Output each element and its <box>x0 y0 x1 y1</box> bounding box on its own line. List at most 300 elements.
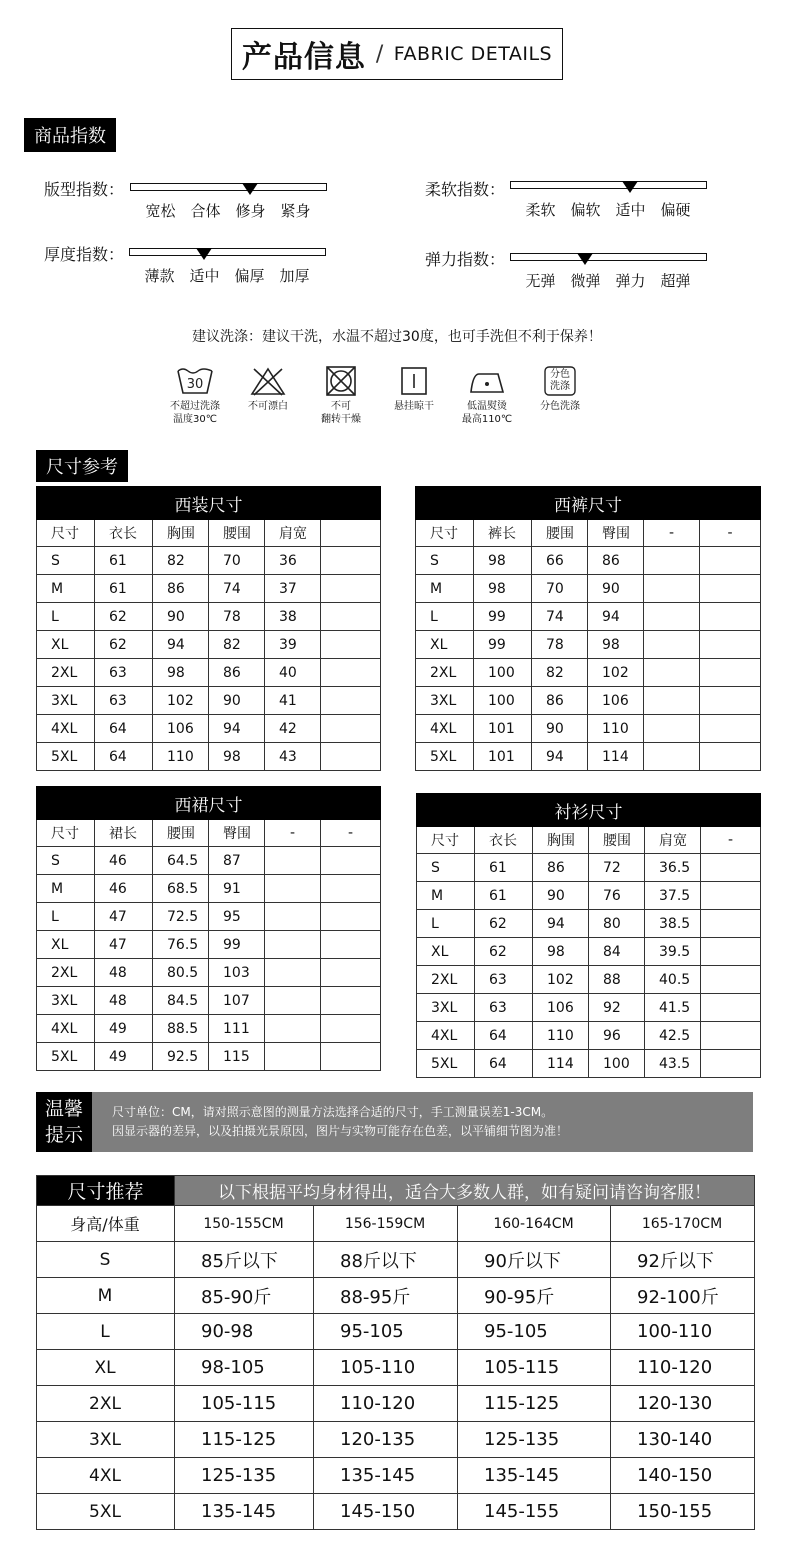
size-table-cell: 98 <box>474 547 532 575</box>
size-table-cell: 64.5 <box>153 847 209 875</box>
size-table-cell: 2XL <box>37 959 95 987</box>
size-table-cell: 49 <box>95 1043 153 1071</box>
size-table-cell: M <box>37 875 95 903</box>
size-table-cell: 41.5 <box>645 994 701 1022</box>
size-table-header-cell: 尺寸 <box>417 827 475 854</box>
size-table-header-cell: 尺寸 <box>416 520 474 547</box>
size-table-row <box>37 603 381 631</box>
size-table-cell: 100 <box>474 659 532 687</box>
index-option: 偏软 <box>570 201 601 219</box>
size-table-cell: 42 <box>265 715 321 743</box>
index-scale-bar <box>510 253 707 261</box>
size-table-row <box>37 1043 381 1071</box>
size-table-row <box>417 854 761 882</box>
recommend-row <box>37 1314 755 1350</box>
size-table-cell: 86 <box>209 659 265 687</box>
recommend-cell: 90-98 <box>175 1314 314 1350</box>
recommend-cell: 145-150 <box>314 1494 458 1530</box>
care-label: 悬挂晾干 <box>394 401 434 412</box>
size-table-cell <box>700 603 761 631</box>
size-table-cell: 61 <box>95 547 153 575</box>
care-label: 温度30℃ <box>173 414 217 425</box>
size-table-cell: 110 <box>588 715 644 743</box>
size-table-cell: 63 <box>475 994 533 1022</box>
recommend-cell: 5XL <box>37 1494 175 1530</box>
size-table-cell: 95 <box>209 903 265 931</box>
size-table-cell <box>265 903 321 931</box>
size-table-cell: 3XL <box>417 994 475 1022</box>
trousers-size-table <box>415 486 761 771</box>
size-table-cell: 98 <box>153 659 209 687</box>
index-option: 薄款 <box>144 267 175 285</box>
care-label: 低温熨烫 <box>467 401 507 412</box>
index-options <box>137 265 317 286</box>
size-table-cell: 90 <box>533 882 589 910</box>
size-table-cell: 48 <box>95 959 153 987</box>
size-table-cell: 80.5 <box>153 959 209 987</box>
size-table-header-cell: - <box>265 820 321 847</box>
recommend-cell: 140-150 <box>611 1458 755 1494</box>
size-table-cell: 102 <box>588 659 644 687</box>
size-table-cell: 106 <box>533 994 589 1022</box>
index-section-tag: 商品指数 <box>24 118 116 152</box>
recommend-header-row <box>37 1206 755 1242</box>
size-table-cell: 103 <box>209 959 265 987</box>
index-option: 宽松 <box>145 202 176 220</box>
size-table-cell: 102 <box>533 966 589 994</box>
index-option: 偏厚 <box>234 267 265 285</box>
size-table-cell <box>701 882 761 910</box>
index-option: 合体 <box>190 202 221 220</box>
size-table-cell <box>321 743 381 771</box>
recommend-cell: 100-110 <box>611 1314 755 1350</box>
size-table-cell: 106 <box>153 715 209 743</box>
size-table-cell: 76 <box>589 882 645 910</box>
index-marker-icon <box>196 248 212 260</box>
size-table-cell: 114 <box>588 743 644 771</box>
size-table-cell: 94 <box>209 715 265 743</box>
skirt-size-table <box>36 786 381 1071</box>
index-marker-icon <box>622 181 638 193</box>
size-table-cell <box>321 687 381 715</box>
size-table-cell <box>265 1015 321 1043</box>
recommend-cell: 92-100斤 <box>611 1278 755 1314</box>
recommend-cell: 85斤以下 <box>175 1242 314 1278</box>
size-table-cell: 92.5 <box>153 1043 209 1071</box>
size-table-cell: 61 <box>475 854 533 882</box>
size-table-cell: 82 <box>153 547 209 575</box>
recommend-row <box>37 1458 755 1494</box>
recommend-row <box>37 1422 755 1458</box>
size-ref-tag: 尺寸参考 <box>36 450 128 482</box>
size-table-cell <box>701 938 761 966</box>
index-label: 厚度指数： <box>44 245 125 264</box>
size-table-cell: 2XL <box>37 659 95 687</box>
size-table-cell <box>265 987 321 1015</box>
size-table-header-cell: 腰围 <box>589 827 645 854</box>
size-table-cell: 98 <box>209 743 265 771</box>
separate-wash-icon <box>540 366 580 396</box>
size-table-cell: 39 <box>265 631 321 659</box>
size-table-cell: S <box>37 547 95 575</box>
size-table-cell: 94 <box>533 910 589 938</box>
tip-banner <box>36 1092 753 1152</box>
size-table-cell <box>321 575 381 603</box>
size-table-cell <box>701 910 761 938</box>
size-table-caption-row <box>417 794 761 827</box>
size-table-cell: 78 <box>532 631 588 659</box>
size-table-cell: 5XL <box>417 1050 475 1078</box>
care-item <box>379 366 449 426</box>
size-table-cell: 88 <box>589 966 645 994</box>
size-table-cell: 66 <box>532 547 588 575</box>
size-table-row <box>416 715 761 743</box>
size-table-cell: 111 <box>209 1015 265 1043</box>
washing-note: 建议洗涤：建议干洗，水温不超过30度，也可手洗但不利于保养！ <box>192 329 602 345</box>
size-table-cell: 42.5 <box>645 1022 701 1050</box>
size-table-header-cell: - <box>644 520 700 547</box>
size-table-cell: 4XL <box>416 715 474 743</box>
recommend-cell: 2XL <box>37 1386 175 1422</box>
title-separator: / <box>375 41 384 67</box>
size-table-cell: 43.5 <box>645 1050 701 1078</box>
size-table-row <box>417 1050 761 1078</box>
size-table-cell <box>321 987 381 1015</box>
recommend-cell: 90斤以下 <box>458 1242 611 1278</box>
recommend-cell: XL <box>37 1350 175 1386</box>
size-table-cell: 86 <box>533 854 589 882</box>
recommend-cell: 110-120 <box>611 1350 755 1386</box>
size-table-cell: 3XL <box>37 987 95 1015</box>
size-table-cell: 99 <box>474 603 532 631</box>
size-table-cell: 62 <box>475 938 533 966</box>
size-table-cell: 99 <box>474 631 532 659</box>
index-scale-bar <box>510 181 707 189</box>
size-table-row <box>37 959 381 987</box>
care-symbol-line: 分色 <box>550 369 570 380</box>
care-label: 不超过洗涤 <box>170 401 220 412</box>
size-table-cell: XL <box>416 631 474 659</box>
size-table-cell: 76.5 <box>153 931 209 959</box>
size-table-cell <box>644 575 700 603</box>
size-table-cell: 84.5 <box>153 987 209 1015</box>
recommend-cell: 135-145 <box>175 1494 314 1530</box>
recommend-row <box>37 1242 755 1278</box>
size-recommend-table <box>36 1175 755 1530</box>
care-label: 不可漂白 <box>248 401 288 412</box>
size-table-cell: 82 <box>209 631 265 659</box>
size-table-cell: 2XL <box>417 966 475 994</box>
tip-line-1: 尺寸单位：CM，请对照示意图的测量方法选择合适的尺寸，手工测量误差1-3CM。 <box>112 1105 554 1119</box>
index-option: 加厚 <box>279 267 310 285</box>
size-table-row <box>417 994 761 1022</box>
index-option: 适中 <box>189 267 220 285</box>
size-table-cell: 87 <box>209 847 265 875</box>
size-table-row <box>416 603 761 631</box>
size-table-header-cell: 裙长 <box>95 820 153 847</box>
size-table-cell: L <box>416 603 474 631</box>
size-table-cell: 63 <box>95 687 153 715</box>
no-bleach-icon <box>248 366 288 396</box>
size-table-cell: 2XL <box>416 659 474 687</box>
size-table-cell: XL <box>37 931 95 959</box>
recommend-cell: 3XL <box>37 1422 175 1458</box>
recommend-cell: 105-110 <box>314 1350 458 1386</box>
size-table-cell: 4XL <box>37 1015 95 1043</box>
size-table-cell: 88.5 <box>153 1015 209 1043</box>
recommend-cell: L <box>37 1314 175 1350</box>
index-option: 微弹 <box>570 272 601 290</box>
size-table-cell <box>321 1015 381 1043</box>
size-table-row <box>416 743 761 771</box>
size-table-cell: 64 <box>475 1022 533 1050</box>
size-table-cell <box>644 631 700 659</box>
page-subtitle: FABRIC DETAILS <box>393 43 553 65</box>
size-table-cell: 90 <box>588 575 644 603</box>
size-table-cell: 74 <box>532 603 588 631</box>
suit-size-table <box>36 486 381 771</box>
wash-30-icon <box>175 366 215 396</box>
size-table-cell: 96 <box>589 1022 645 1050</box>
size-table-cell <box>700 631 761 659</box>
care-label: 不可 <box>331 401 351 412</box>
page-title-box <box>231 28 563 80</box>
size-table-header-cell: 肩宽 <box>265 520 321 547</box>
care-item <box>160 366 230 426</box>
size-table-cell: 115 <box>209 1043 265 1071</box>
size-table-cell: 5XL <box>416 743 474 771</box>
recommend-header-cell: 165-170CM <box>611 1206 755 1242</box>
recommend-title-row <box>37 1176 755 1206</box>
size-table-row <box>416 687 761 715</box>
size-table-row <box>417 1022 761 1050</box>
size-table-header-cell: 臀围 <box>588 520 644 547</box>
size-table-caption: 衬衫尺寸 <box>417 794 761 827</box>
care-icons <box>160 366 595 426</box>
size-table-cell: M <box>37 575 95 603</box>
size-table-row <box>416 631 761 659</box>
size-table-cell: 90 <box>532 715 588 743</box>
size-table-cell: 38 <box>265 603 321 631</box>
index-marker-icon <box>242 183 258 195</box>
size-table-cell: 110 <box>533 1022 589 1050</box>
size-table-cell: 64 <box>475 1050 533 1078</box>
recommend-header-cell: 160-164CM <box>458 1206 611 1242</box>
index-option: 紧身 <box>280 202 311 220</box>
size-table-header-cell: 衣长 <box>95 520 153 547</box>
index-scale-bar <box>129 248 326 256</box>
size-table-cell: 38.5 <box>645 910 701 938</box>
recommend-cell: 115-125 <box>458 1386 611 1422</box>
size-table-row <box>37 687 381 715</box>
index-option: 超弹 <box>660 272 691 290</box>
index-options <box>518 199 698 220</box>
size-table-caption: 西裤尺寸 <box>416 487 761 520</box>
size-table-cell: 74 <box>209 575 265 603</box>
recommend-note: 以下根据平均身材得出，适合大多数人群，如有疑问请咨询客服！ <box>175 1176 755 1206</box>
size-table-caption-row <box>37 487 381 520</box>
size-table-cell <box>700 687 761 715</box>
size-table-cell <box>265 847 321 875</box>
index-label: 柔软指数： <box>425 180 506 199</box>
recommend-cell: 125-135 <box>458 1422 611 1458</box>
size-table-cell: 47 <box>95 931 153 959</box>
size-table-cell: 72.5 <box>153 903 209 931</box>
size-table-row <box>37 743 381 771</box>
size-table-header-cell: 裤长 <box>474 520 532 547</box>
size-table-cell: 100 <box>589 1050 645 1078</box>
size-table-cell: 94 <box>153 631 209 659</box>
index-option: 适中 <box>615 201 646 219</box>
recommend-cell: S <box>37 1242 175 1278</box>
size-table-cell <box>700 715 761 743</box>
size-table-cell: 98 <box>533 938 589 966</box>
size-table-row <box>417 882 761 910</box>
size-table-cell: 49 <box>95 1015 153 1043</box>
size-table-cell: L <box>37 903 95 931</box>
size-table-cell: 5XL <box>37 1043 95 1071</box>
size-table-header-cell: 尺寸 <box>37 820 95 847</box>
size-table-cell: 114 <box>533 1050 589 1078</box>
size-table-caption-row <box>416 487 761 520</box>
size-table-cell: L <box>37 603 95 631</box>
tip-line-2: 因显示器的差异，以及拍摄光景原因，图片与实物可能存在色差，以平铺细节图为准！ <box>112 1124 569 1138</box>
size-table-cell <box>644 603 700 631</box>
index-label: 版型指数： <box>44 180 125 199</box>
recommend-tag: 尺寸推荐 <box>37 1176 175 1206</box>
size-table-cell: 43 <box>265 743 321 771</box>
size-table-cell: 40.5 <box>645 966 701 994</box>
index-option: 柔软 <box>525 201 556 219</box>
hang-dry-icon <box>394 366 434 396</box>
size-table-cell <box>321 875 381 903</box>
size-table-cell: M <box>417 882 475 910</box>
size-table-cell: 91 <box>209 875 265 903</box>
recommend-cell: 105-115 <box>458 1350 611 1386</box>
size-table-cell: 107 <box>209 987 265 1015</box>
size-table-cell: S <box>416 547 474 575</box>
size-table-cell: 99 <box>209 931 265 959</box>
size-table-cell: XL <box>37 631 95 659</box>
size-table-row <box>37 715 381 743</box>
recommend-cell: 88-95斤 <box>314 1278 458 1314</box>
recommend-cell: 135-145 <box>458 1458 611 1494</box>
recommend-row <box>37 1278 755 1314</box>
size-table-cell <box>321 847 381 875</box>
size-table-header-cell: 腰围 <box>209 520 265 547</box>
size-table-cell <box>701 994 761 1022</box>
size-table-caption: 西裙尺寸 <box>37 787 381 820</box>
size-table-cell: 37 <box>265 575 321 603</box>
size-table-cell <box>321 547 381 575</box>
recommend-cell: 120-130 <box>611 1386 755 1422</box>
recommend-row <box>37 1350 755 1386</box>
size-table-header-row <box>417 827 761 854</box>
size-table-cell: 80 <box>589 910 645 938</box>
size-table-cell <box>701 854 761 882</box>
size-table-cell: 61 <box>95 575 153 603</box>
recommend-cell: 145-155 <box>458 1494 611 1530</box>
tip-tag <box>36 1092 92 1152</box>
size-table-cell: 101 <box>474 743 532 771</box>
size-table-cell: 100 <box>474 687 532 715</box>
size-table-header-cell: 胸围 <box>533 827 589 854</box>
size-table-cell <box>265 875 321 903</box>
size-table-cell: M <box>416 575 474 603</box>
index-label: 弹力指数： <box>425 250 506 269</box>
recommend-cell: 4XL <box>37 1458 175 1494</box>
index-option: 偏硬 <box>660 201 691 219</box>
size-table-row <box>37 575 381 603</box>
page-title: 产品信息 <box>241 40 366 75</box>
size-table-row <box>37 547 381 575</box>
size-table-cell: L <box>417 910 475 938</box>
size-table-row <box>37 1015 381 1043</box>
size-table-cell: 36.5 <box>645 854 701 882</box>
care-symbol-line: 洗涤 <box>550 381 570 392</box>
size-table-cell <box>701 1050 761 1078</box>
recommend-header-cell: 156-159CM <box>314 1206 458 1242</box>
size-table-cell: 62 <box>475 910 533 938</box>
size-table-row <box>37 659 381 687</box>
size-table-cell: 46 <box>95 875 153 903</box>
size-table-cell: S <box>417 854 475 882</box>
size-table-cell <box>321 931 381 959</box>
size-table-cell: 39.5 <box>645 938 701 966</box>
size-table-header-cell: 臀围 <box>209 820 265 847</box>
size-table-cell <box>700 659 761 687</box>
size-table-row <box>417 910 761 938</box>
size-table-cell: S <box>37 847 95 875</box>
index-options <box>518 270 698 291</box>
size-table-cell: 47 <box>95 903 153 931</box>
size-table-cell: 61 <box>475 882 533 910</box>
size-table-row <box>416 547 761 575</box>
size-table-cell: 4XL <box>37 715 95 743</box>
size-table-cell: 40 <box>265 659 321 687</box>
recommend-cell: 95-105 <box>458 1314 611 1350</box>
size-table-header-row <box>37 820 381 847</box>
size-table-cell <box>321 903 381 931</box>
size-table-cell: 70 <box>209 547 265 575</box>
size-table-row <box>37 875 381 903</box>
size-table-row <box>417 966 761 994</box>
size-table-row <box>416 575 761 603</box>
size-table-header-cell: 腰围 <box>532 520 588 547</box>
size-table-cell: 64 <box>95 715 153 743</box>
size-table-cell <box>265 959 321 987</box>
tip-tag-line2: 提示 <box>44 1124 83 1146</box>
size-table-cell: 98 <box>588 631 644 659</box>
size-table-header-cell: 胸围 <box>153 520 209 547</box>
size-table-cell <box>321 603 381 631</box>
size-table-cell <box>700 743 761 771</box>
recommend-cell: 115-125 <box>175 1422 314 1458</box>
recommend-header-cell: 身高/体重 <box>37 1206 175 1242</box>
size-table-cell: 98 <box>474 575 532 603</box>
size-table-header-row <box>416 520 761 547</box>
size-table-cell: 86 <box>588 547 644 575</box>
size-table-cell: 5XL <box>37 743 95 771</box>
size-table-cell: 86 <box>532 687 588 715</box>
care-item <box>525 366 595 426</box>
size-table-header-cell: 肩宽 <box>645 827 701 854</box>
size-table-cell <box>321 959 381 987</box>
size-table-cell <box>701 1022 761 1050</box>
size-table-cell: 4XL <box>417 1022 475 1050</box>
tip-tag-line1: 温馨 <box>44 1098 83 1120</box>
size-table-header-cell: 腰围 <box>153 820 209 847</box>
